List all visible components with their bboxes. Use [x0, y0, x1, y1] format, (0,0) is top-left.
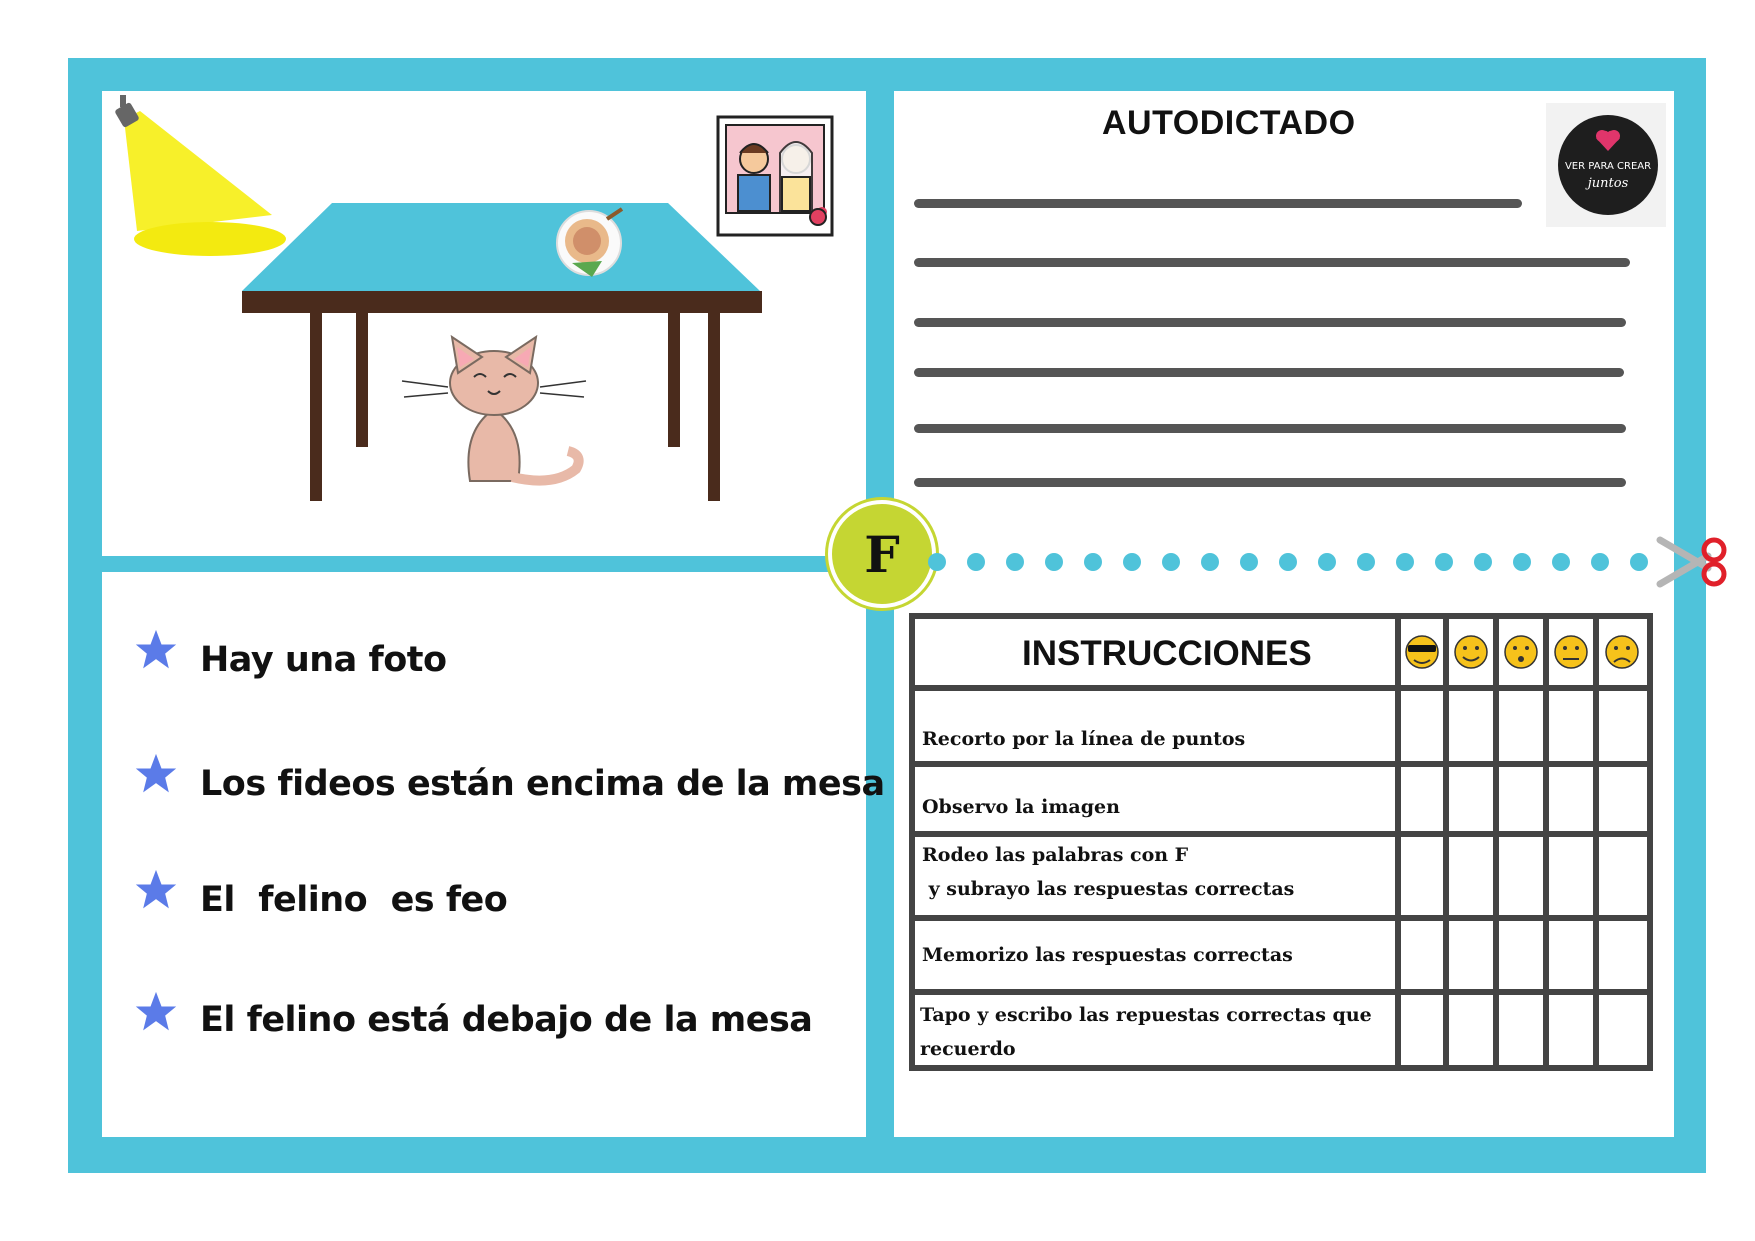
scissors-icon [1656, 530, 1728, 594]
framed-couple-photo-icon [718, 117, 832, 235]
star-icon [134, 752, 178, 796]
sentence-2: Los fideos están encima de la mesa [200, 764, 885, 804]
instruction-row-5: Tapo y escribo las repuestas correctas que recuerdo [920, 1004, 1372, 1060]
sentence-1: Hay una foto [200, 640, 447, 680]
sad-face-icon [1606, 636, 1638, 668]
sentence-4: El felino está debajo de la mesa [200, 1000, 813, 1040]
writing-line [914, 199, 1522, 208]
star-icon [134, 868, 178, 912]
sentence-3: El felino es feo [200, 880, 508, 920]
surprised-face-icon [1505, 636, 1537, 668]
cat-icon [402, 337, 586, 481]
neutral-face-icon [1555, 636, 1587, 668]
star-icon [134, 990, 178, 1034]
smile-face-icon [1455, 636, 1487, 668]
writing-line [914, 318, 1626, 327]
instruction-row-3: Rodeo las palabras con F y subrayo las respuestas correctas [922, 844, 1295, 900]
star-icon [134, 628, 178, 672]
spotlight-icon [114, 95, 286, 256]
instruction-row-2: Observo la imagen [922, 796, 1120, 818]
writing-line [914, 368, 1624, 377]
letter-badge [828, 500, 936, 608]
instruction-row-4: Memorizo las respuestas correctas [922, 944, 1293, 966]
writing-line [914, 424, 1626, 433]
sunglasses-face-icon [1406, 636, 1438, 668]
svg-text:juntos: juntos [1587, 176, 1629, 191]
instructions-title: INSTRUCCIONES [1022, 634, 1312, 673]
writing-line [914, 478, 1626, 487]
image-panel [102, 91, 866, 556]
svg-text:VER PARA CREAR: VER PARA CREAR [1564, 161, 1652, 172]
writing-line [914, 258, 1630, 267]
instruction-row-1: Recorto por la línea de puntos [922, 728, 1246, 750]
scene-illustration [102, 91, 866, 556]
letter-badge-text: F [864, 524, 900, 584]
autodictado-title: AUTODICTADO [1102, 104, 1356, 142]
ver-para-crear-logo [1546, 103, 1666, 227]
